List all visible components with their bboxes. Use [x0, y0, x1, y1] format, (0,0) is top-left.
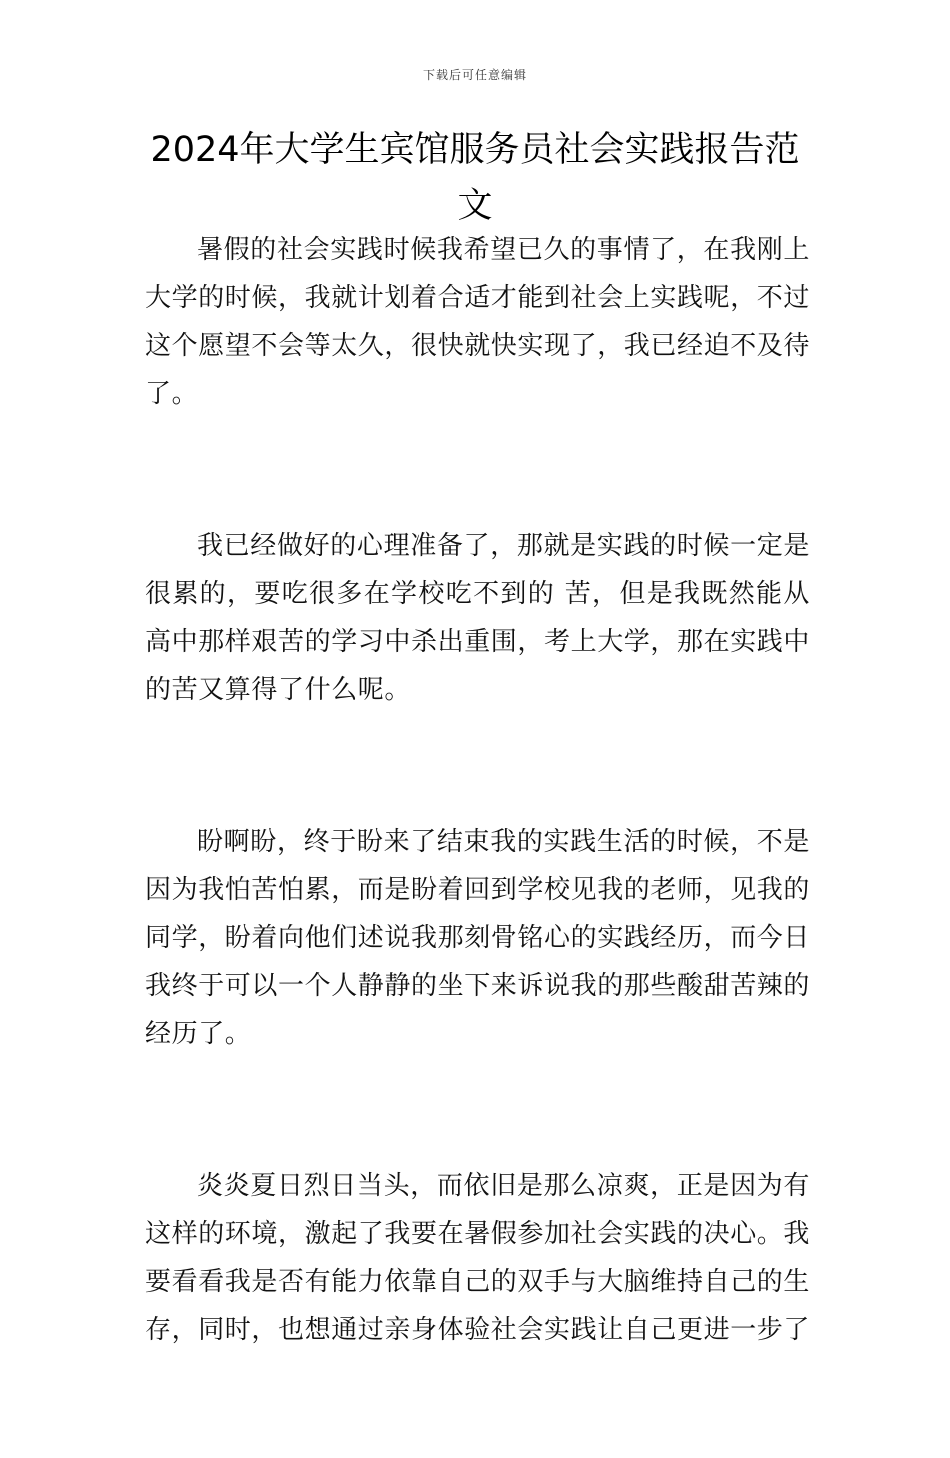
paragraph: 我已经做好的心理准备了，那就是实践的时候一定是很累的，要吃很多在学校吃不到的 苦，但是我既然能从高中那样艰苦的学习中杀出重围，考上大学，那在实践中的苦又算得了什么呢。	[145, 531, 811, 705]
document-title: 2024年大学生宾馆服务员社会实践报告范文	[150, 130, 800, 226]
paragraph: 盼啊盼，终于盼来了结束我的实践生活的时候，不是因为我怕苦怕累，而是盼着回到学校见我的老师，见我的同学，盼着向他们述说我那刻骨铭心的实践经历，而今日我终于可以一个人静静的坐下来诉说我的那些酸甜苦辣的经历了。	[145, 827, 811, 1049]
paragraph: 暑假的社会实践时候我希望已久的事情了，在我刚上大学的时候，我就计划着合适才能到社会上实践呢，不过这个愿望不会等太久，很快就快实现了，我已经迫不及待了。	[145, 235, 811, 409]
paragraph: 炎炎夏日烈日当头，而依旧是那么凉爽，正是因为有这样的环境，激起了我要在暑假参加社会实践的决心。我要看看我是否有能力依靠自己的双手与大脑维持自己的生存，同时，也想通过亲身体验社会实践让自己更进一步了	[145, 1171, 811, 1345]
header-note: 下载后可任意编辑	[422, 68, 527, 82]
document-body	[145, 226, 810, 1458]
